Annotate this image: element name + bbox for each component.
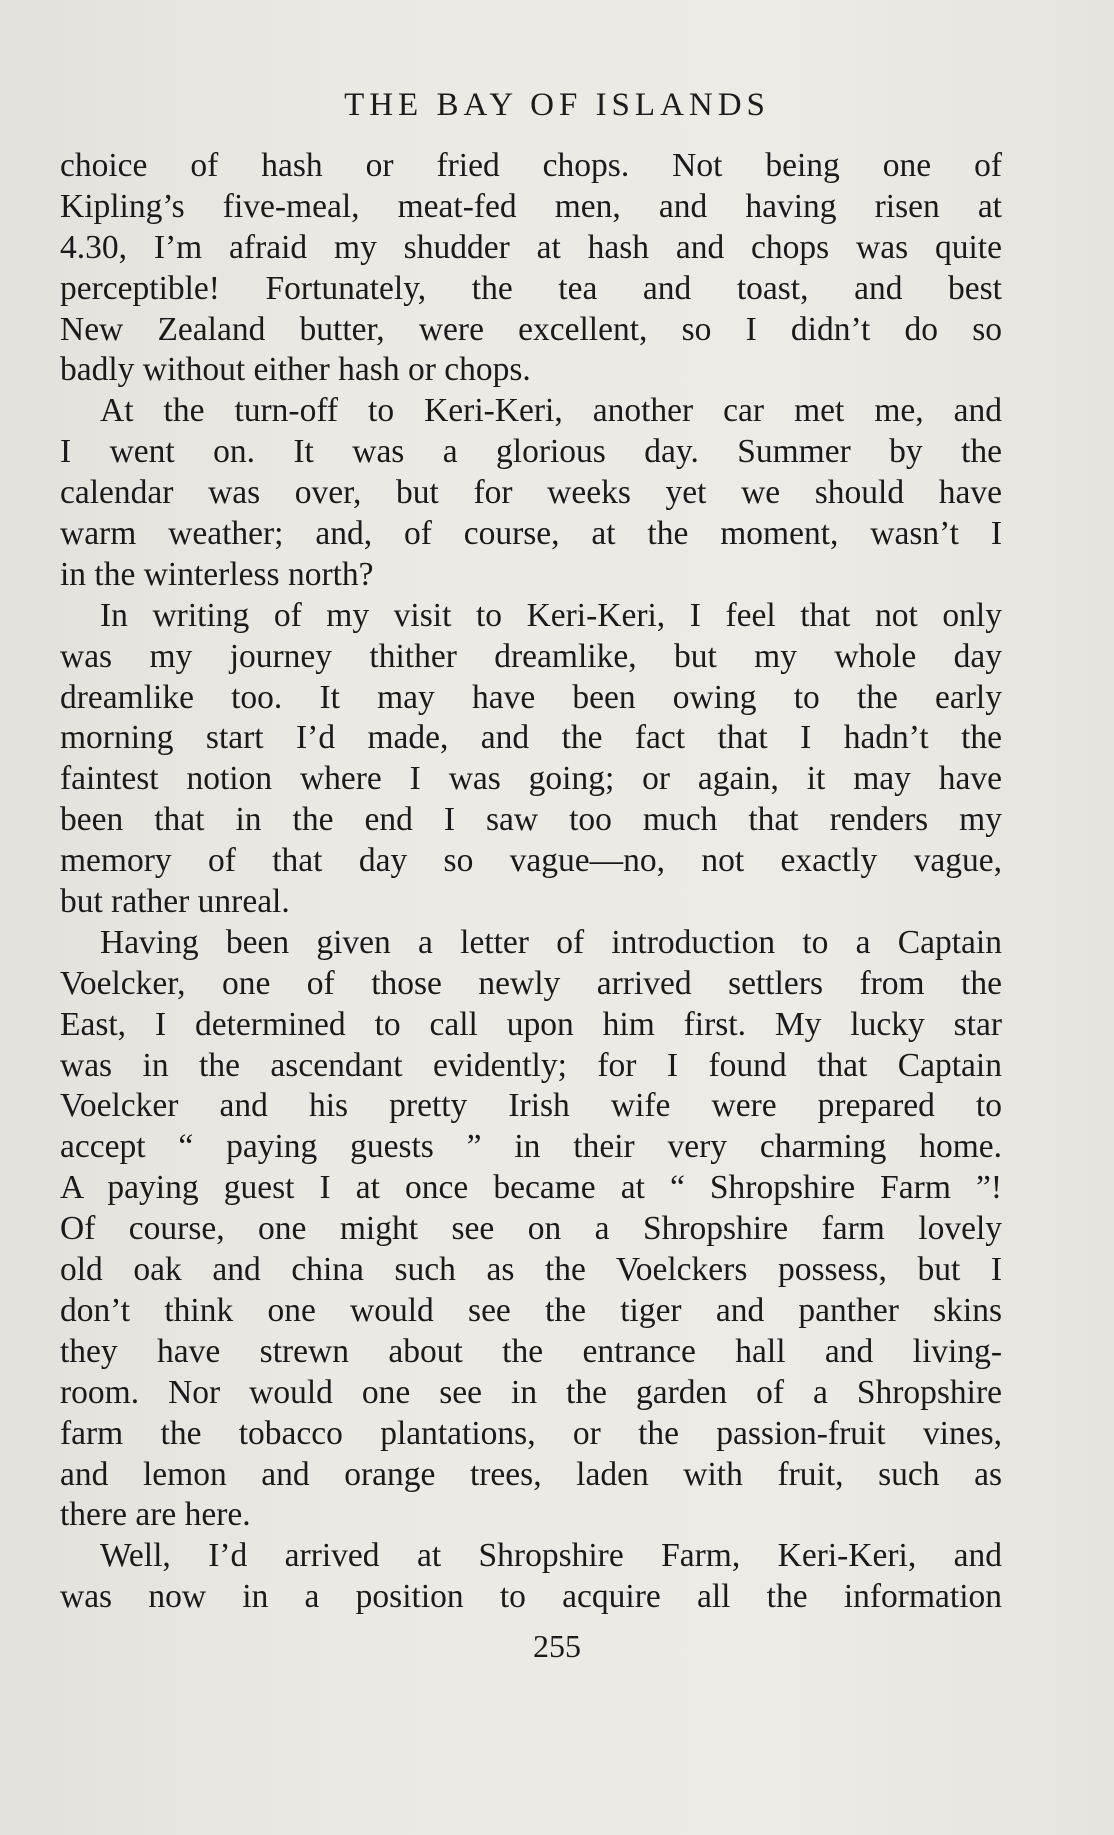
text-line: choice of hash or fried chops. Not being one of: [60, 147, 1002, 184]
paragraph: [60, 391, 1002, 595]
text-line: room. Nor would one see in the garden of a Shropshire: [60, 1373, 1002, 1411]
body-text: [60, 146, 1002, 1618]
text-line: warm weather; and, of course, at the moment, wasn’t I: [60, 515, 1002, 553]
text-line: Well, I’d arrived at Shropshire Farm, Keri-Keri, and: [100, 1537, 1002, 1575]
text-line: there are here.: [60, 1496, 251, 1534]
text-line: accept “ paying guests ” in their very charming home.: [60, 1128, 1002, 1166]
text-line: and lemon and orange trees, laden with fruit, such as: [60, 1455, 1002, 1493]
text-line: old oak and china such as the Voelckers possess, but I: [60, 1251, 1002, 1289]
text-line: memory of that day so vague—no, not exactly vague,: [60, 842, 1002, 880]
text-line: New Zealand butter, were excellent, so I didn’t do so: [60, 310, 1002, 348]
text-line: faintest notion where I was going; or again, it may have: [60, 760, 1002, 798]
text-line: Kipling’s five-meal, meat-fed men, and having risen at: [60, 187, 1002, 225]
text-line: farm the tobacco plantations, or the passion-fruit vines,: [60, 1414, 1002, 1452]
page-number: 255: [533, 1628, 581, 1664]
text-line: 4.30, I’m afraid my shudder at hash and chops was quite: [60, 228, 1002, 266]
text-line: I went on. It was a glorious day. Summer by the: [60, 433, 1002, 471]
running-head: THE BAY OF ISLANDS: [344, 87, 770, 123]
text-line: dreamlike too. It may have been owing to the early: [60, 678, 1002, 716]
text-line: perceptible! Fortunately, the tea and toast, and best: [60, 269, 1002, 307]
text-line: Of course, one might see on a Shropshire farm lovely: [60, 1210, 1002, 1248]
text-line: was in the ascendant evidently; for I found that Captain: [60, 1046, 1002, 1084]
text-line: been that in the end I saw too much that renders my: [60, 801, 1002, 839]
text-line: was now in a position to acquire all the information: [60, 1578, 1002, 1616]
text-line: Voelcker and his pretty Irish wife were prepared to: [60, 1087, 1002, 1125]
paragraph: [60, 146, 1002, 391]
text-line: Voelcker, one of those newly arrived settlers from the: [60, 964, 1002, 1002]
text-line: Having been given a letter of introduction to a Captain: [100, 923, 1002, 961]
text-line: don’t think one would see the tiger and panther skins: [60, 1291, 1002, 1329]
text-line: In writing of my visit to Keri-Keri, I feel that not only: [100, 596, 1002, 634]
paragraph: [60, 923, 1002, 1536]
text-line: At the turn-off to Keri-Keri, another car met me, and: [100, 392, 1002, 430]
text-line: but rather unreal.: [60, 883, 290, 921]
text-line: badly without either hash or chops.: [60, 351, 531, 389]
text-line: A paying guest I at once became at “ Shropshire Farm ”!: [60, 1169, 1002, 1207]
text-line: East, I determined to call upon him first. My lucky star: [60, 1005, 1002, 1043]
text-line: they have strewn about the entrance hall and living-: [60, 1332, 1002, 1370]
paragraph: [60, 1536, 1002, 1618]
text-line: calendar was over, but for weeks yet we should have: [60, 474, 1002, 512]
text-line: in the winterless north?: [60, 555, 374, 593]
paragraph: [60, 596, 1002, 923]
text-line: was my journey thither dreamlike, but my whole day: [60, 637, 1002, 675]
text-line: morning start I’d made, and the fact that I hadn’t the: [60, 719, 1002, 757]
